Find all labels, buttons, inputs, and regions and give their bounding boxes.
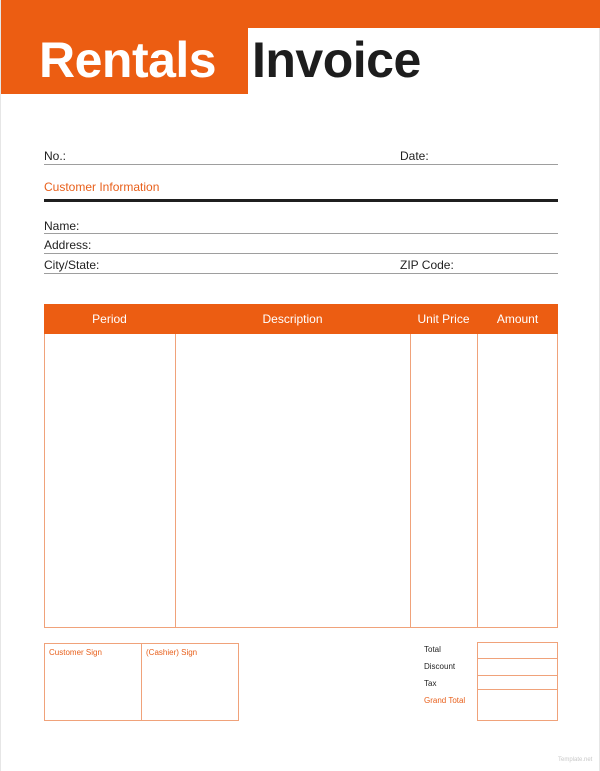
signature-box — [44, 643, 239, 721]
title-invoice: Invoice — [252, 32, 421, 88]
discount-label: Discount — [424, 662, 456, 671]
city-zip-line — [44, 273, 558, 274]
customer-address-label: Address: — [44, 238, 92, 252]
column-description: Description — [262, 312, 323, 326]
totals-row-divider — [478, 675, 557, 676]
signature-divider — [141, 644, 142, 720]
totals-box — [477, 642, 558, 721]
totals-row-divider — [478, 658, 557, 659]
column-amount: Amount — [496, 312, 539, 326]
period-column-divider — [175, 334, 176, 627]
description-column-divider — [410, 334, 411, 627]
customer-info-heading: Customer Information — [44, 180, 160, 194]
customer-zip-label: ZIP Code: — [400, 258, 454, 272]
cashier-sign-label: (Cashier) Sign — [146, 648, 198, 657]
title-rentals: Rentals — [39, 32, 217, 88]
grand-total-label: Grand Total — [424, 696, 466, 705]
column-unit-price: Unit Price — [417, 312, 470, 326]
customer-sign-label: Customer Sign — [49, 648, 102, 657]
address-line — [44, 253, 558, 254]
section-divider — [44, 199, 558, 202]
invoice-number-label: No.: — [44, 149, 67, 163]
watermark: Template.net — [558, 757, 593, 763]
column-period: Period — [92, 312, 127, 326]
name-line — [44, 233, 558, 234]
total-label: Total — [424, 645, 441, 654]
number-date-line — [44, 164, 558, 165]
tax-label: Tax — [424, 679, 437, 688]
customer-name-label: Name: — [44, 219, 80, 233]
unit-price-column-divider — [477, 334, 478, 627]
items-table — [44, 304, 558, 628]
invoice-date-label: Date: — [400, 149, 429, 163]
customer-city-label: City/State: — [44, 258, 100, 272]
totals-row-divider — [478, 689, 557, 690]
items-table-header — [44, 304, 558, 334]
header-bar — [1, 0, 600, 28]
